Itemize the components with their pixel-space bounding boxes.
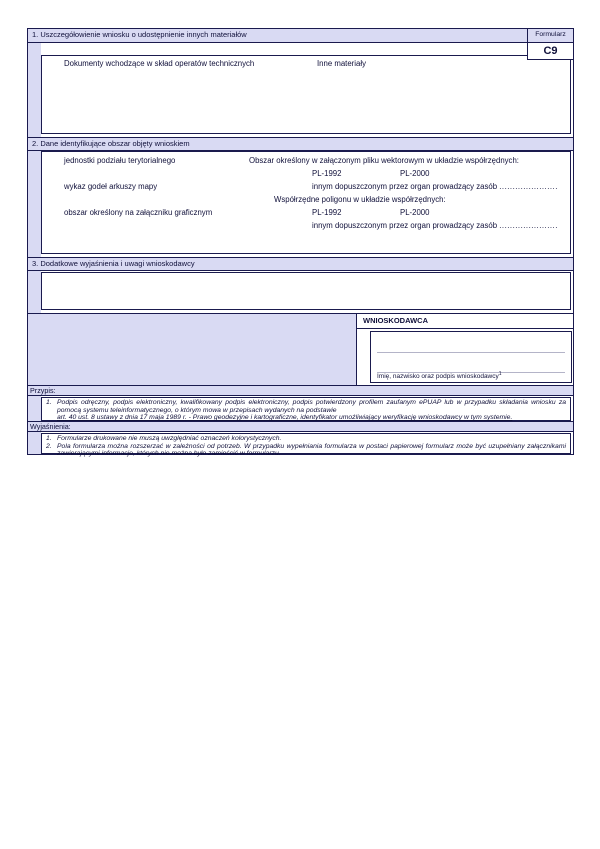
przypis-item-text: Podpis odręczny, podpis elektroniczny, kwalifikowany podpis elektroniczny, podpis potwierdzony profilem zaufanym ePUAP lub w przypadku składania wniosku za pomocą systemu teleinformatycznego, o którym mowa w przepisach wydanych na podstawie xyxy=(57,399,566,414)
signature-caption-text: Imię, nazwisko oraz podpis wnioskodawcy xyxy=(377,373,499,380)
option-crs-pl1992-polygon[interactable]: PL-1992 xyxy=(312,208,342,217)
wyjasnienia-header: Wyjaśnienia: xyxy=(28,421,573,432)
wyjasnienia-box xyxy=(41,433,571,458)
wyjasnienia-item-text: Formularze drukowane nie muszą uwzględniać oznaczeń kolorystycznych. xyxy=(57,435,282,442)
dotted-fill-line[interactable]: ...................... xyxy=(499,221,558,230)
przypis-item xyxy=(46,399,566,422)
form-code-cell: C9 xyxy=(527,43,573,60)
section1-header: 1. Uszczegółowienie wniosku o udostępnienie innych materiałów xyxy=(28,29,573,43)
option-crs-other-polygon[interactable] xyxy=(312,221,558,230)
formularz-label-cell: Formularz xyxy=(527,29,573,43)
signature-box[interactable] xyxy=(370,331,572,383)
wyjasnienia-item-text: Pola formularza można rozszerzać w zależności od potrzeb. W przypadku wypełniania formularza w postaci papierowej formularz może być uzupełniany załącznikami zawierającymi informacje, których nie można było zamieścić w formularzu. xyxy=(57,442,566,458)
bottom-block xyxy=(28,313,573,385)
section3-remarks-box[interactable] xyxy=(41,272,571,310)
option-jednostki-podzialu[interactable]: jednostki podziału terytorialnego xyxy=(64,156,176,165)
option-operaty-techniczne[interactable]: Dokumenty wchodzące w skład operatów technicznych xyxy=(64,59,255,68)
option-inne-materialy[interactable]: Inne materiały xyxy=(317,59,366,68)
bottom-left-cell xyxy=(28,313,356,385)
option-crs-pl2000-vector[interactable]: PL-2000 xyxy=(400,169,430,178)
wnioskodawca-cell xyxy=(356,313,573,385)
wyjasnienia-item xyxy=(46,443,566,458)
signature-line[interactable] xyxy=(377,352,565,353)
section2-header: 2. Dane identyfikujące obszar objęty wnioskiem xyxy=(28,137,573,151)
crs-other-label: innym dopuszczonym przez organ prowadzący zasób xyxy=(312,182,498,191)
przypis-header: Przypis: xyxy=(28,385,573,396)
option-wykaz-godel[interactable]: wykaz godeł arkuszy mapy xyxy=(64,182,158,191)
signature-caption xyxy=(377,371,502,380)
dotted-fill-line[interactable]: ...................... xyxy=(499,182,558,191)
section3-header: 3. Dodatkowe wyjaśnienia i uwagi wnioskodawcy xyxy=(28,257,573,271)
przypis-item-text-underlined: art. 40 ust. 8 ustawy z dnia 17 maja 1989 r. - Prawo geodezyjne i kartograficzne, identyfikator umożliwiający weryfikację wnioskodawcy w tym systemie. xyxy=(57,414,513,422)
wyjasnienia-item-number: 1. xyxy=(46,435,52,442)
polygon-title: Współrzędne poligonu w układzie współrzędnych: xyxy=(274,195,446,204)
footnote-marker: 1 xyxy=(498,370,502,377)
option-crs-pl1992-vector[interactable]: PL-1992 xyxy=(312,169,342,178)
wnioskodawca-header: WNIOSKODAWCA xyxy=(357,314,573,329)
option-crs-pl2000-polygon[interactable]: PL-2000 xyxy=(400,208,430,217)
crs-other-label: innym dopuszczonym przez organ prowadzący zasób xyxy=(312,221,498,230)
wyjasnienia-item-number: 2. xyxy=(46,442,52,450)
option-zalacznik-graficzny[interactable]: obszar określony na załączniku graficznym xyxy=(64,208,213,217)
section1-materials-box[interactable] xyxy=(41,55,571,134)
wyjasnienia-item xyxy=(46,435,566,443)
vector-file-title: Obszar określony w załączonym pliku wektorowym w układzie współrzędnych: xyxy=(249,156,519,165)
option-crs-other-vector[interactable] xyxy=(312,182,558,191)
section2-area-box[interactable] xyxy=(41,151,571,254)
form-c9 xyxy=(27,28,574,458)
przypis-item-number: 1. xyxy=(46,399,52,406)
przypis-box xyxy=(41,397,571,421)
